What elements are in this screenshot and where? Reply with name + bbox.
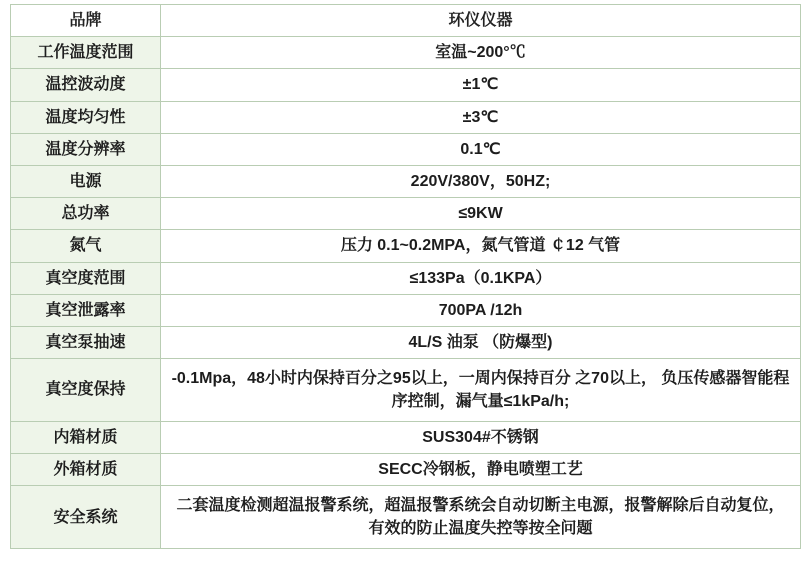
header-label: 品牌 xyxy=(11,5,161,37)
spec-value: 0.1℃ xyxy=(161,133,801,165)
spec-label: 温控波动度 xyxy=(11,69,161,101)
spec-value: -0.1Mpa，48小时内保持百分之95以上，一周内保持百分 之70以上， 负压传感器智能程序控制，漏气量≤1kPa/h; xyxy=(161,359,801,422)
spec-label: 工作温度范围 xyxy=(11,37,161,69)
table-row xyxy=(11,422,801,454)
table-row xyxy=(11,454,801,486)
spec-label: 安全系统 xyxy=(11,486,161,549)
spec-value: 压力 0.1~0.2MPA，氮气管道 ￠12 气管 xyxy=(161,230,801,262)
table-row xyxy=(11,294,801,326)
table-body xyxy=(11,5,801,549)
spec-label: 总功率 xyxy=(11,198,161,230)
spec-label: 真空度范围 xyxy=(11,262,161,294)
spec-value: SECC冷钢板，静电喷塑工艺 xyxy=(161,454,801,486)
spec-label: 真空度保持 xyxy=(11,359,161,422)
spec-value: ±3℃ xyxy=(161,101,801,133)
table-row xyxy=(11,133,801,165)
table-row xyxy=(11,359,801,422)
spec-value: ±1℃ xyxy=(161,69,801,101)
spec-label: 真空泵抽速 xyxy=(11,326,161,358)
spec-label: 氮气 xyxy=(11,230,161,262)
spec-label: 真空泄露率 xyxy=(11,294,161,326)
spec-label: 电源 xyxy=(11,165,161,197)
table-row xyxy=(11,198,801,230)
specification-table xyxy=(10,4,801,549)
table-row xyxy=(11,230,801,262)
spec-value: SUS304#不锈钢 xyxy=(161,422,801,454)
table-row xyxy=(11,262,801,294)
spec-label: 温度分辨率 xyxy=(11,133,161,165)
spec-value: 二套温度检测超温报警系统，超温报警系统会自动切断主电源，报警解除后自动复位，有效的防止温度失控等按全问题 xyxy=(161,486,801,549)
table-row xyxy=(11,69,801,101)
table-row xyxy=(11,37,801,69)
spec-label: 内箱材质 xyxy=(11,422,161,454)
table-row xyxy=(11,326,801,358)
header-value: 环仪仪器 xyxy=(161,5,801,37)
spec-value: ≤9KW xyxy=(161,198,801,230)
table-row xyxy=(11,101,801,133)
spec-value: ≤133Pa（0.1KPA） xyxy=(161,262,801,294)
spec-label: 温度均匀性 xyxy=(11,101,161,133)
spec-value: 700PA /12h xyxy=(161,294,801,326)
spec-label: 外箱材质 xyxy=(11,454,161,486)
spec-value: 室温~200°℃ xyxy=(161,37,801,69)
table-row xyxy=(11,486,801,549)
spec-value: 4L/S 油泵 （防爆型) xyxy=(161,326,801,358)
spec-value: 220V/380V，50HZ; xyxy=(161,165,801,197)
table-row xyxy=(11,165,801,197)
table-header-row xyxy=(11,5,801,37)
